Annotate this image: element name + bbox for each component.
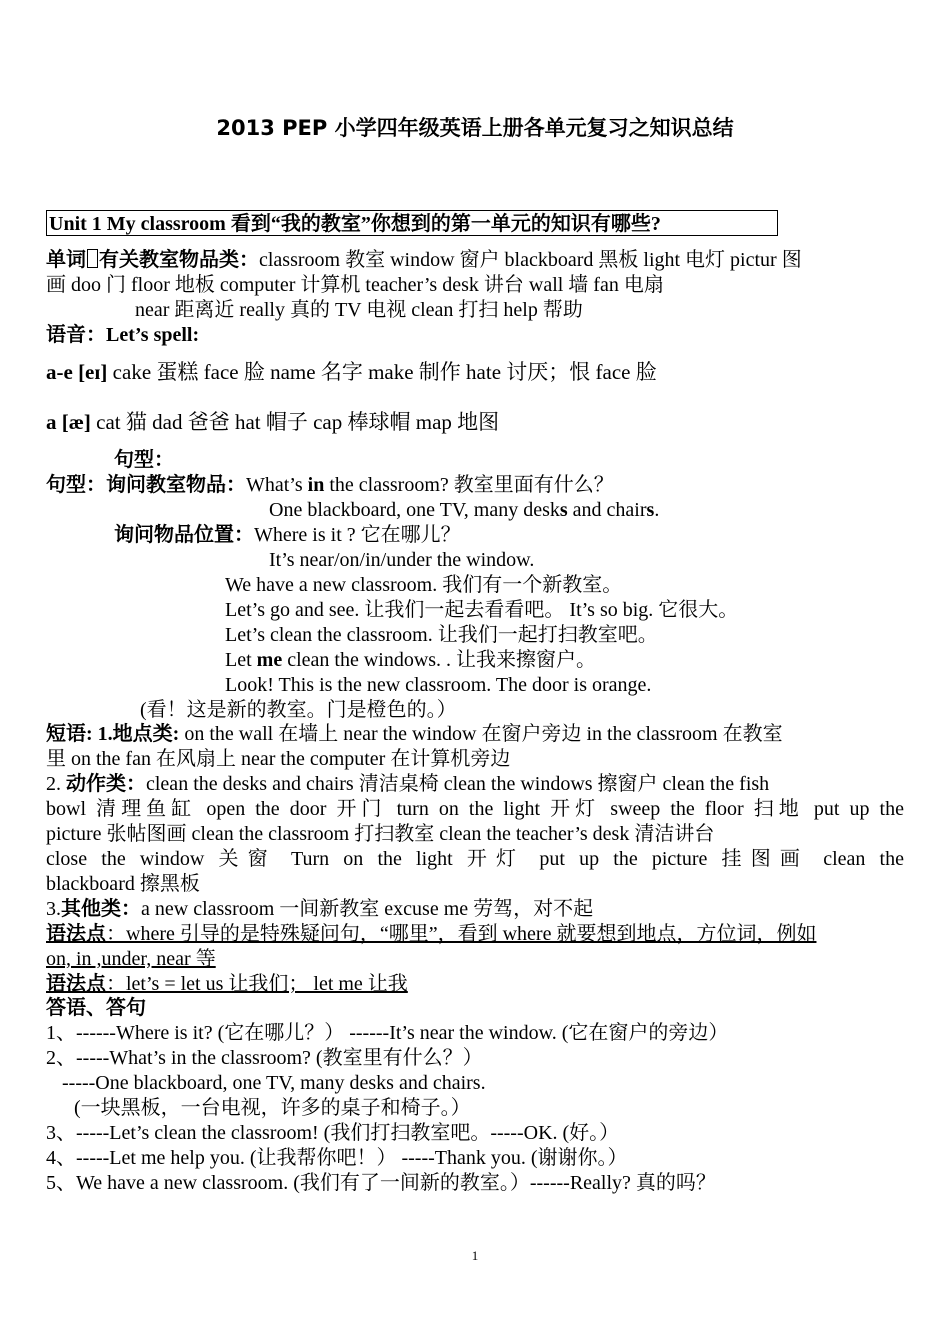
phrase-line-6: close the window 关窗 Turn on the light 开灯 put up the picture 挂图画 clean the <box>46 848 904 870</box>
sentence-line-1 <box>46 473 614 498</box>
answer-line-3: -----One blackboard, one TV, many desks and chairs. <box>62 1072 486 1094</box>
vocab-line-1 <box>46 248 802 273</box>
phrase-line-4: bowl 清理鱼缸 open the door 开门 turn on the light 开灯 sweep the floor 扫地 put up the <box>46 798 904 820</box>
sentence-heading: 句型： <box>114 449 174 471</box>
vocab-label: 单词 <box>46 249 86 271</box>
text: and chair <box>567 499 647 521</box>
grammar-label: 语法点 <box>46 973 106 995</box>
sentence-label: 句型：询问教室物品： <box>46 474 246 496</box>
text-bold: in <box>307 474 325 496</box>
vocab-line-3: near 距离近 really 真的 TV 电视 clean 打扫 help 帮助 <box>135 299 583 321</box>
vocab-line-2: 画 doo 门 floor 地板 computer 计算机 teacher’s desk 讲台 wall 墙 fan 电扇 <box>46 274 664 296</box>
phrase-label: 其他类： <box>61 898 141 920</box>
answer-line-5: 3、-----Let’s clean the classroom! (我们打扫教室吧。-----OK. (好。） <box>46 1122 620 1144</box>
page-title: 2013 PEP 小学四年级英语上册各单元复习之知识总结 <box>216 116 734 140</box>
phonics-words: cake 蛋糕 face 脸 name 名字 make 制作 hate 讨厌；恨 face 脸 <box>107 360 657 384</box>
phrase-line-5: picture 张帖图画 clean the classroom 打扫教室 clean the teacher’s desk 清洁讲台 <box>46 823 715 845</box>
text: clean the windows. . 让我来擦窗户。 <box>282 649 597 671</box>
sentence-line-6: Let’s go and see. 让我们一起去看看吧。 It’s so big. 它很大。 <box>225 599 739 621</box>
page-number: 1 <box>471 1248 479 1263</box>
missing-glyph-box <box>87 249 98 268</box>
sentence-line-3 <box>114 523 461 548</box>
text: . <box>654 499 660 521</box>
phrase-line-2: 里 on the fan 在风扇上 near the computer 在计算机旁边 <box>46 748 511 770</box>
phrase-line-8 <box>46 897 593 922</box>
text: ：let’s = let us 让我们； let me 让我 <box>106 973 408 995</box>
phonics-heading: 语音：Let’s spell: <box>46 324 200 346</box>
text: 2. <box>46 773 66 795</box>
phonics-line-a <box>46 410 499 435</box>
phrase-label: 动作类： <box>66 773 146 795</box>
text: on the wall 在墙上 near the window 在窗户旁边 in the classroom 在教室 <box>179 723 783 745</box>
answer-line-4: (一块黑板，一台电视，许多的桌子和椅子。） <box>74 1097 471 1119</box>
answer-line-6: 4、-----Let me help you. (让我帮你吧！） -----Thank you. (谢谢你。） <box>46 1147 628 1169</box>
phrase-line-3 <box>46 772 769 797</box>
grammar-line-1 <box>46 922 816 947</box>
text: 3. <box>46 898 61 920</box>
answers-heading: 答语、答句 <box>46 997 146 1019</box>
unit-heading: Unit 1 My classroom 看到“我的教室”你想到的第一单元的知识有哪些? <box>46 210 778 236</box>
grammar-line-3 <box>46 972 408 997</box>
answer-line-1: 1、------Where is it? (它在哪儿？） ------It’s near the window. (它在窗户的旁边） <box>46 1022 729 1044</box>
phonics-line-ae <box>46 360 657 385</box>
sentence-line-9: Look! This is the new classroom. The door is orange. <box>225 674 652 696</box>
answer-line-2: 2、-----What’s in the classroom? (教室里有什么？） <box>46 1047 483 1069</box>
text: clean the desks and chairs 清洁桌椅 clean the windows 擦窗户 clean the fish <box>146 773 770 795</box>
text: What’s <box>246 474 308 496</box>
sentence-line-4: It’s near/on/in/under the window. <box>269 549 535 571</box>
sentence-line-10: (看！这是新的教室。门是橙色的。） <box>140 699 457 721</box>
sentence-line-8 <box>225 648 596 673</box>
text: One blackboard, one TV, many desk <box>269 499 560 521</box>
text: a new classroom 一间新教室 excuse me 劳驾，对不起 <box>141 898 594 920</box>
phonics-symbol: a [æ] <box>46 410 91 434</box>
text-bold: s <box>559 499 568 521</box>
phrase-line-7: blackboard 擦黑板 <box>46 873 200 895</box>
sentence-line-5: We have a new classroom. 我们有一个新教室。 <box>225 574 623 596</box>
vocab-category: 有关教室物品类： <box>99 249 259 271</box>
sentence-line-2 <box>269 498 659 523</box>
grammar-label: 语法点 <box>46 923 106 945</box>
text: the classroom? 教室里面有什么？ <box>324 474 614 496</box>
answer-line-7: 5、We have a new classroom. (我们有了一间新的教室。）------Really? 真的吗？ <box>46 1172 716 1194</box>
text: Where is it ? 它在哪儿？ <box>254 524 461 546</box>
phonics-words: cat 猫 dad 爸爸 hat 帽子 cap 棒球帽 map 地图 <box>90 410 500 434</box>
text: ：where 引导的是特殊疑问句，“哪里”，看到 where 就要想到地点，方位词，例如 <box>106 923 817 945</box>
phrase-line-1 <box>46 722 783 747</box>
text-bold: me <box>256 649 283 671</box>
sentence-line-7: Let’s clean the classroom. 让我们一起打扫教室吧。 <box>225 624 658 646</box>
text: Let <box>225 649 257 671</box>
phrase-label: 短语: 1.地点类: <box>46 723 180 745</box>
text-bold: s <box>646 499 655 521</box>
grammar-line-2: on, in ,under, near 等 <box>46 948 216 970</box>
sentence-label: 询问物品位置： <box>114 524 254 546</box>
vocab-words: classroom 教室 window 窗户 blackboard 黑板 light 电灯 pictur 图 <box>259 249 802 271</box>
phonics-symbol: a-e [eɪ] <box>46 360 108 384</box>
